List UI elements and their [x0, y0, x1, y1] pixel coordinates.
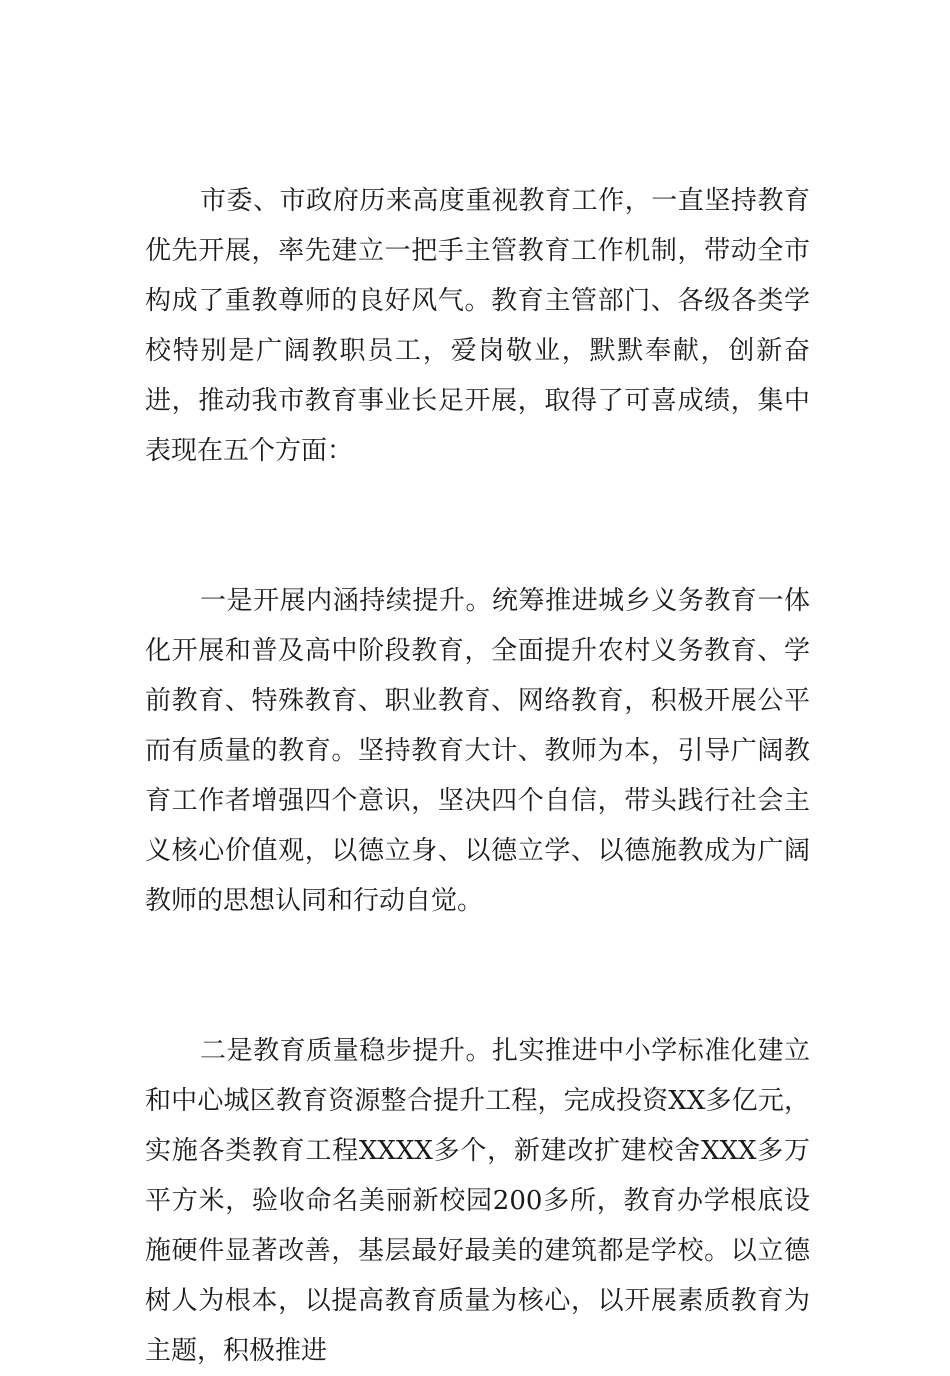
paragraph-intro: 市委、市政府历来高度重视教育工作，一直坚持教育优先开展，率先建立一把手主管教育工作机制，带动全市构成了重教尊师的良好风气。教育主管部门、各级各类学校特别是广阔教职员工，爱岗敬业，默默奉献，创新奋进，推动我市教育事业长足开展，取得了可喜成绩，集中表现在五个方面：	[145, 186, 810, 466]
paragraph-point-two: 二是教育质量稳步提升。扎实推进中小学标准化建立和中心城区教育资源整合提升工程，完成投资XX多亿元，实施各类教育工程XXXX多个，新建改扩建校舍XXX多万平方米，验收命名美丽新校园200多所，教育办学根底设施硬件显著改善，基层最好最美的建筑都是学校。以立德树人为根本，以提高教育质量为核心，以开展素质教育为主题，积极推进	[145, 1036, 810, 1366]
document-body	[145, 176, 810, 1376]
paragraph-point-one: 一是开展内涵持续提升。统筹推进城乡义务教育一体化开展和普及高中阶段教育，全面提升农村义务教育、学前教育、特殊教育、职业教育、网络教育，积极开展公平而有质量的教育。坚持教育大计、教师为本，引导广阔教育工作者增强四个意识，坚决四个自信，带头践行社会主义核心价值观，以德立身、以德立学、以德施教成为广阔教师的思想认同和行动自觉。	[145, 586, 810, 916]
